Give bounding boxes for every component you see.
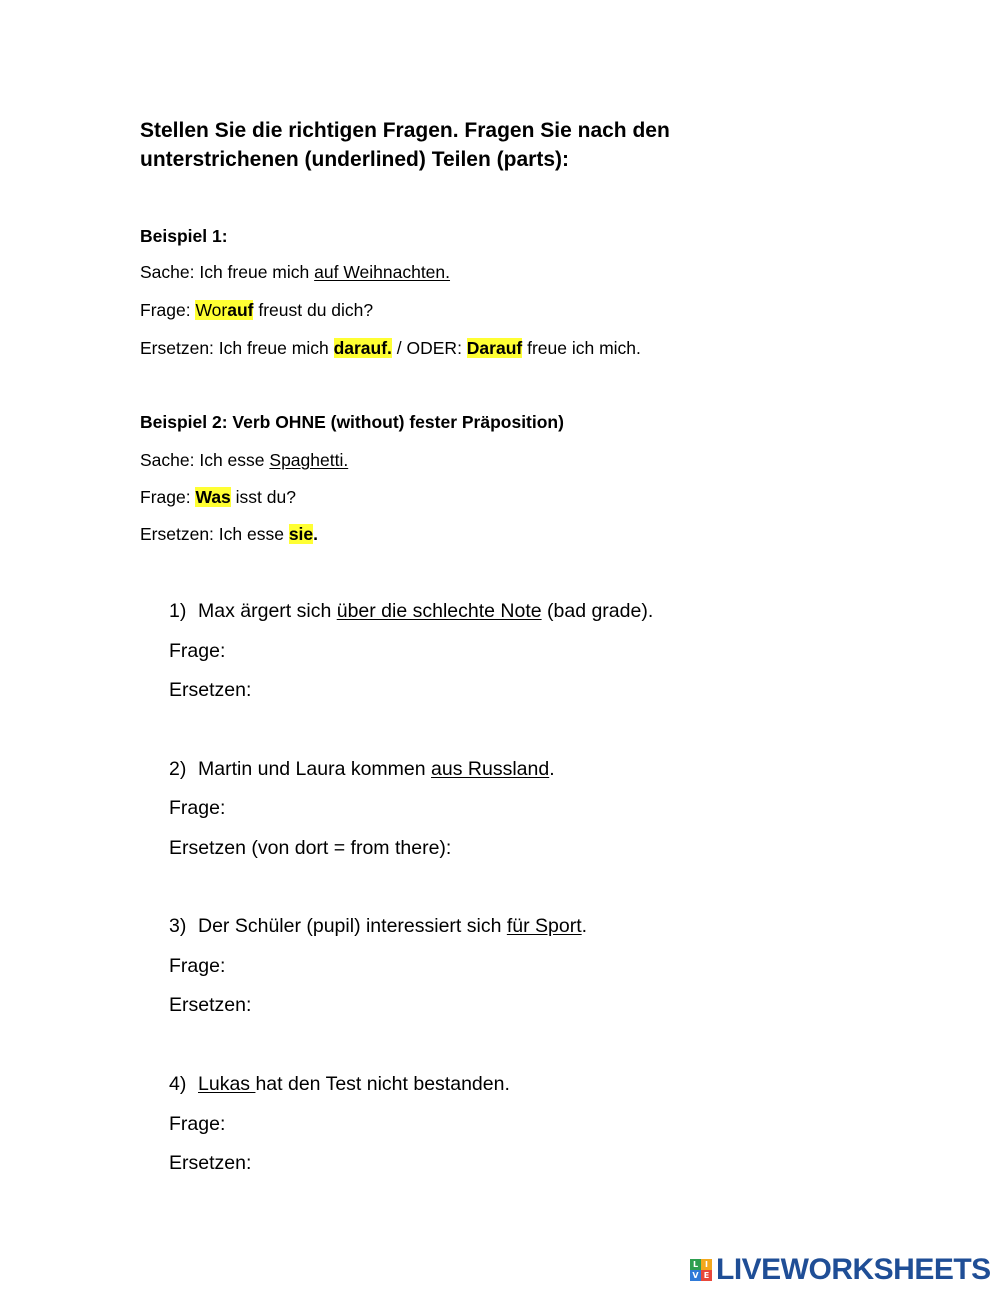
exercise-4-number: 4) (169, 1073, 187, 1095)
exercise-3-pre: Der Schüler (pupil) interessiert sich (198, 915, 507, 937)
beispiel1-sache-underlined: auf Weihnachten. (314, 262, 451, 282)
liveworksheets-brand[interactable] (690, 1255, 991, 1285)
beispiel2-ersetzen-prefix: Ersetzen: Ich esse (140, 524, 289, 544)
exercise-2-underlined: aus Russland (431, 758, 550, 780)
beispiel2-sache-underlined: Spaghetti. (269, 450, 349, 470)
beispiel1-ersetzen-highlight-2: Darauf (466, 338, 523, 358)
exercise-3-number: 3) (169, 915, 187, 937)
exercise-4-sentence (169, 1073, 510, 1096)
beispiel2-frage (140, 487, 296, 508)
exercise-3-frage-label: Frage: (169, 955, 226, 977)
logo-tile-v: V (690, 1270, 701, 1281)
exercise-2-ersetzen-label: Ersetzen (von dort = from there): (169, 837, 452, 859)
exercise-2-post: . (549, 758, 555, 780)
exercise-4-ersetzen-label: Ersetzen: (169, 1152, 252, 1174)
exercise-4-frage-label: Frage: (169, 1113, 226, 1135)
beispiel1-heading: Beispiel 1: (140, 226, 228, 246)
exercise-3-sentence (169, 915, 587, 938)
exercise-1-number: 1) (169, 600, 187, 622)
beispiel1-ersetzen-highlight-1: darauf. (333, 338, 392, 358)
exercise-1-ersetzen-label: Ersetzen: (169, 679, 252, 701)
beispiel2-frage-highlight: Was (195, 487, 231, 507)
exercise-4-post: hat den Test nicht bestanden. (255, 1073, 510, 1095)
beispiel1-ersetzen-rest: freue ich mich. (522, 338, 641, 358)
beispiel1-ersetzen-mid: / ODER: (391, 338, 467, 358)
brand-name: LIVEWORKSHEETS (716, 1253, 991, 1286)
exercise-2-sentence (169, 758, 555, 781)
beispiel2-sache-prefix: Sache: Ich esse (140, 450, 270, 470)
beispiel2-frage-rest: isst du? (230, 487, 296, 507)
page-title: Stellen Sie die richtigen Fragen. Fragen Sie nach den unterstrichenen (underlined) Teilen (parts): (140, 119, 670, 171)
logo-tile-e: E (701, 1270, 712, 1281)
exercise-2-number: 2) (169, 758, 187, 780)
exercise-1-frage-label: Frage: (169, 640, 226, 662)
beispiel1-ersetzen (140, 338, 641, 359)
exercise-3-ersetzen-label: Ersetzen: (169, 994, 252, 1016)
beispiel1-ersetzen-prefix: Ersetzen: Ich freue mich (140, 338, 334, 358)
exercise-1-pre: Max ärgert sich (198, 600, 337, 622)
beispiel1-frage (140, 300, 373, 321)
beispiel1-sache (140, 262, 450, 283)
exercise-4-underlined: Lukas (198, 1073, 256, 1095)
exercise-2-pre: Martin und Laura kommen (198, 758, 432, 780)
logo-tile-l: L (690, 1259, 701, 1270)
exercise-2-frage-label: Frage: (169, 797, 226, 819)
beispiel1-frage-highlight-a: Wor (195, 300, 228, 320)
exercise-3-underlined: für Sport (506, 915, 582, 937)
beispiel1-frage-rest: freust du dich? (253, 300, 374, 320)
exercise-1-sentence (169, 600, 653, 623)
exercise-1-underlined: über die schlechte Note (336, 600, 542, 622)
exercise-1-post: (bad grade). (541, 600, 654, 622)
beispiel2-ersetzen (140, 524, 318, 545)
beispiel1-frage-prefix: Frage: (140, 300, 196, 320)
exercise-3-post: . (581, 915, 588, 937)
beispiel2-heading: Beispiel 2: Verb OHNE (without) fester Präposition) (140, 412, 564, 432)
beispiel2-ersetzen-rest: . (313, 524, 319, 544)
beispiel2-sache (140, 450, 348, 471)
beispiel1-frage-highlight-b: auf (227, 300, 254, 320)
beispiel1-sache-prefix: Sache: Ich freue mich (140, 262, 315, 282)
beispiel2-ersetzen-highlight: sie (288, 524, 314, 544)
liveworksheets-logo-icon (690, 1259, 712, 1281)
beispiel2-frage-prefix: Frage: (140, 487, 196, 507)
logo-tile-i: I (701, 1259, 712, 1270)
